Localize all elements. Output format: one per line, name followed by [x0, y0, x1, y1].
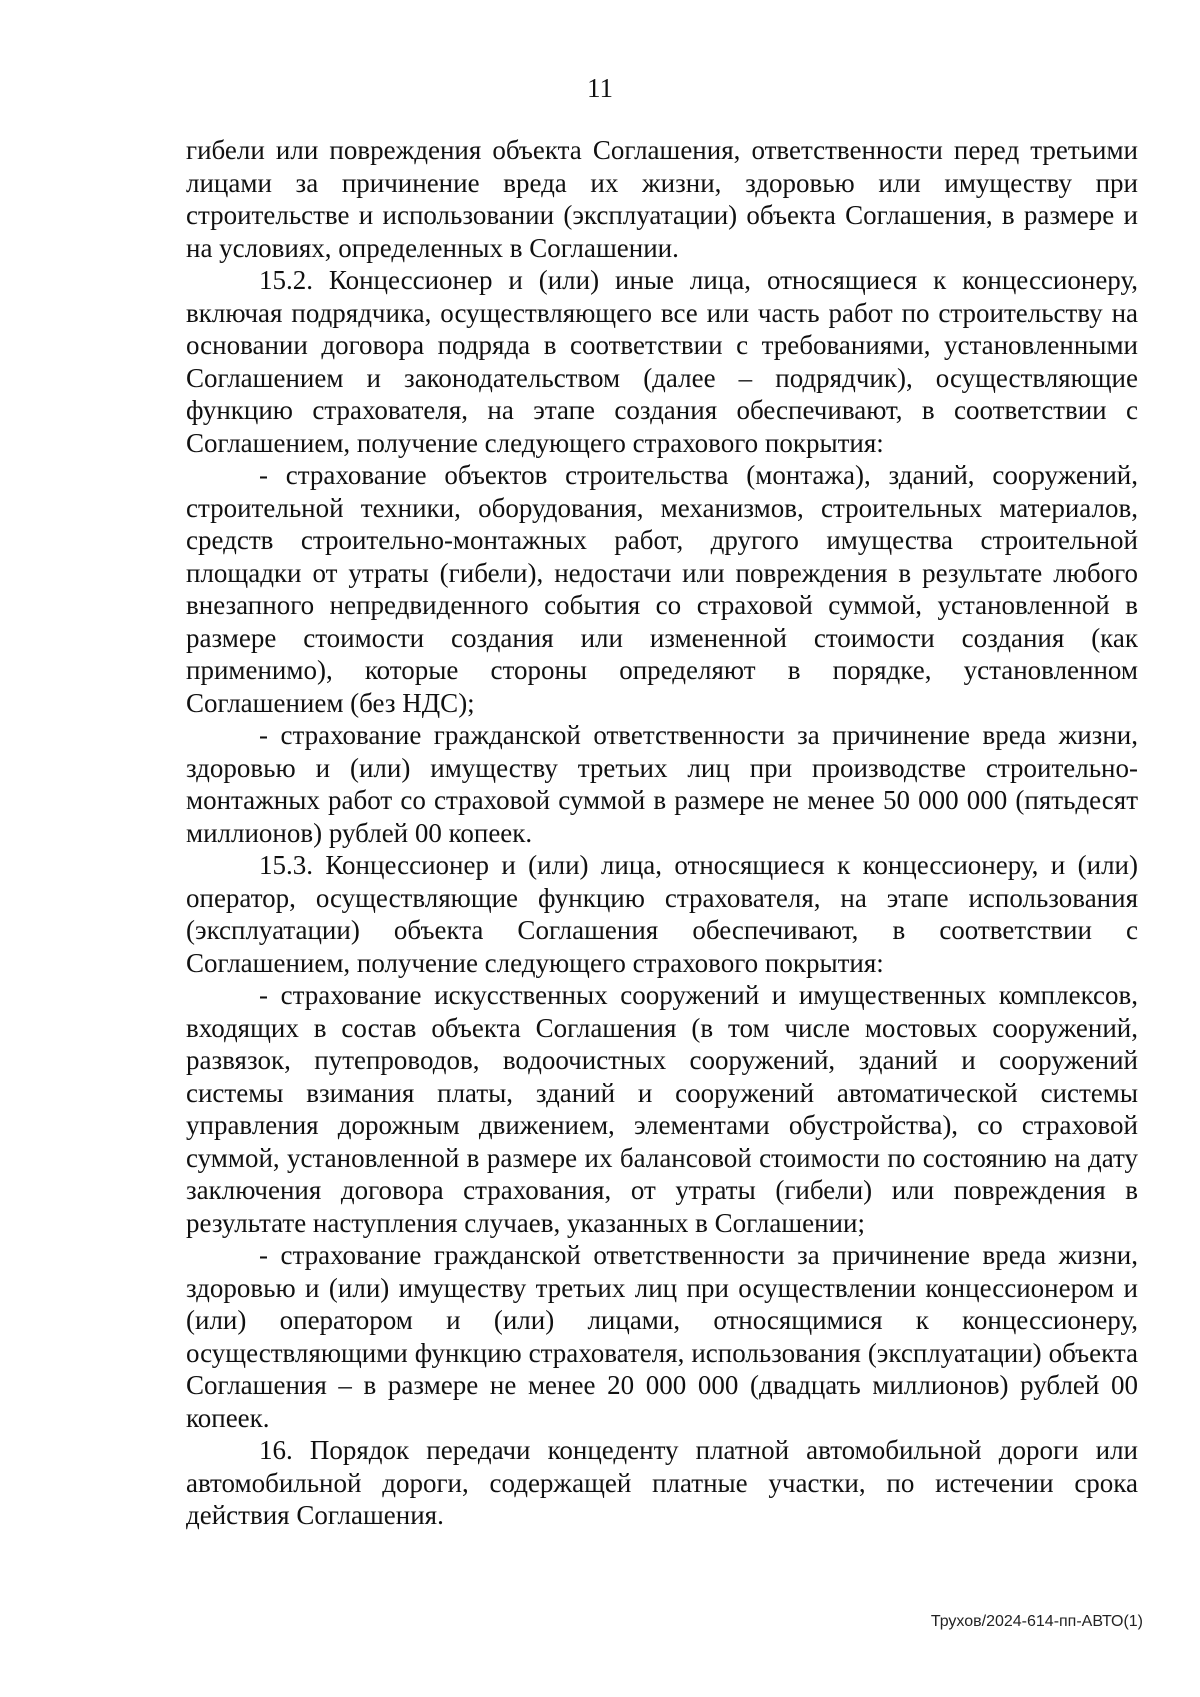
document-body	[186, 134, 1138, 1532]
section-heading-16: 16. Порядок передачи концеденту платной автомобильной дороги или автомобильной дороги, содержащей платные участки, по истечении срока действия Соглашения.	[186, 1435, 1138, 1530]
document-code: Трухов/2024-614-пп-АВТО(1)	[930, 1613, 1143, 1630]
paragraph-continuation: гибели или повреждения объекта Соглашения, ответственности перед третьими лицами за причинение вреда их жизни, здоровью или имуществу при строительстве и использовании (эксплуатации) объекта Соглашения, в размере и на условиях, определенных в Соглашении.	[186, 135, 1138, 263]
list-item-construction-insurance: - страхование объектов строительства (монтажа), зданий, сооружений, строительной техники, оборудования, механизмов, строительных материалов, средств строительно-монтажных работ, другого имущества строительной площадки от утраты (гибели), недостачи или повреждения в результате любого внезапного непредвиденного события со страховой суммой, установленной в размере стоимости создания или измененной стоимости создания (как применимо), которые стороны определяют в порядке, установленном Соглашением (без НДС);	[186, 460, 1138, 718]
paragraph-15-3: 15.3. Концессионер и (или) лица, относящиеся к концессионеру, и (или) оператор, осуществляющие функцию страхователя, на этапе использования (эксплуатации) объекта Соглашения обеспечивают, в соответствии с Соглашением, получение следующего страхового покрытия:	[186, 850, 1138, 978]
list-item-operation-property-insurance: - страхование искусственных сооружений и имущественных комплексов, входящих в состав объекта Соглашения (в том числе мостовых сооружений, развязок, путепроводов, водоочистных сооружений, зданий и сооружений системы взимания платы, зданий и сооружений автоматической системы управления дорожным движением, элементами обустройства), со страховой суммой, установленной в размере их балансовой стоимости по состоянию на дату заключения договора страхования, от утраты (гибели) или повреждения в результате наступления случаев, указанных в Соглашении;	[186, 980, 1138, 1238]
paragraph-15-2: 15.2. Концессионер и (или) иные лица, относящиеся к концессионеру, включая подрядчика, осуществляющего все или часть работ по строительству на основании договора подряда в соответствии с требованиями, установленными Соглашением и законодательством (далее – подрядчик), осуществляющие функцию страхователя, на этапе создания обеспечивают, в соответствии с Соглашением, получение следующего страхового покрытия:	[186, 265, 1138, 458]
list-item-construction-liability: - страхование гражданской ответственности за причинение вреда жизни, здоровью и (или) имуществу третьих лиц при производстве строительно-монтажных работ со страховой суммой в размере не менее 50 000 000 (пятьдесят миллионов) рублей 00 копеек.	[186, 720, 1138, 848]
list-item-operation-liability: - страхование гражданской ответственности за причинение вреда жизни, здоровью и (или) имуществу третьих лиц при осуществлении концессионером и (или) оператором и (или) лицами, относящимися к концессионеру, осуществляющими функцию страхователя, использования (эксплуатации) объекта Соглашения – в размере не менее 20 000 000 (двадцать миллионов) рублей 00 копеек.	[186, 1240, 1138, 1433]
page-number: 11	[587, 73, 613, 103]
